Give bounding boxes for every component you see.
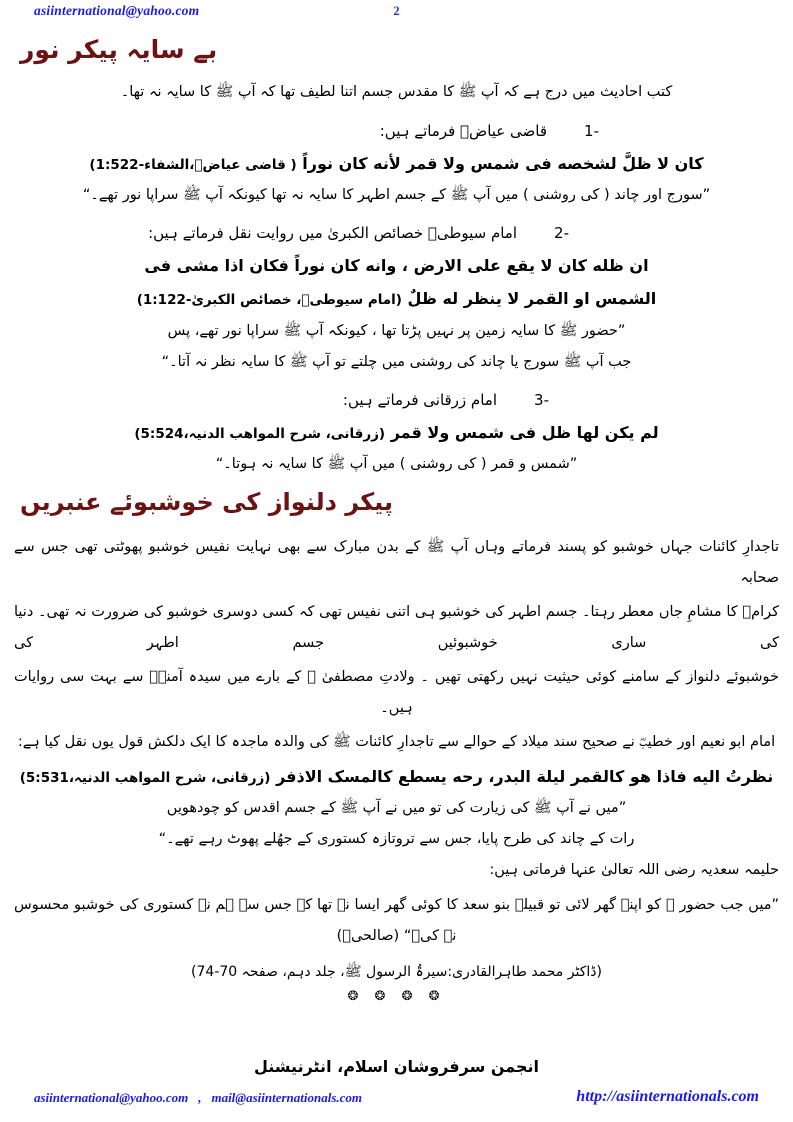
item-3-arabic-text: لم یکن لها ظل فی شمس ولا قمر	[390, 422, 659, 442]
item-2-arabic-line-1: ان ظله کان لا یقع علی الارض ، وانه کان نوراً فکان اذا مشی فی	[144, 256, 649, 276]
numbered-item-3	[14, 385, 779, 415]
item-1-index: 1-	[584, 121, 599, 140]
item-1-arabic-text: کان لا ظلَّ لشخصه فی شمس ولا قمر لأنه کان نوراً	[302, 153, 704, 173]
section1-intro-text: کتب احادیث میں درج ہے کہ آپ ﷺ کا مقدس جسم اتنا لطیف تھا کہ آپ ﷺ کا سایہ نہ تھا۔	[120, 84, 673, 101]
section-heading-khushbu: پیکر دلنواز کی خوشبوئے عنبریں	[20, 487, 393, 516]
item-2-arabic-text-2: الشمس او القمر لا ینظر له ظلٌ	[407, 289, 657, 309]
ornament-divider: ❂ ❂ ❂ ❂	[347, 989, 446, 1005]
section2-paragraph-line-2: کرامؓ کا مشامِ جاں معطر رہتا۔ جسم اطہر کی خوشبو ہی اتنی نفیس تھی کہ کسی دوسری خوشبو کی ضرورت نہ تھی۔ دنیا کی ساری خوشبوئیں جسم اطہر کی	[14, 603, 779, 652]
footer-emails	[34, 1090, 362, 1106]
item-3-translation: ”شمس و قمر ( کی روشنی ) میں آپ ﷺ کا سایہ نہ ہوتا۔“	[215, 455, 578, 472]
item-3-arabic	[14, 417, 779, 448]
section2-arabic	[14, 761, 779, 792]
footer-email-secondary[interactable]: mail@asiinternationals.com	[211, 1090, 363, 1105]
section2-arabic-text: نظرتُ الیه فاذا هو کالقمر لیلة البدر، رحه یسطع کالمسک الاذفر	[276, 767, 774, 787]
section2-translation-line-2: رات کے چاند کی طرح پایا، جس سے تروتازہ کستوری کے جھُلے پھوٹ رہے تھے۔“	[158, 831, 635, 848]
header-email-link[interactable]: asiinternational@yahoo.com	[34, 3, 200, 18]
section2-citation: (زرقانی، شرح المواهب الدنیہ،5:531)	[19, 770, 271, 787]
page-number: 2	[393, 4, 400, 18]
item-1-label: قاضی عیاضؒ فرماتے ہیں:	[379, 121, 547, 140]
item-2-translation-line-2: جب آپ ﷺ سورج یا چاند کی روشنی میں چلتے تو آپ ﷺ کا سایہ نظر نہ آتا۔“	[161, 353, 632, 370]
halima-intro-text: حلیمہ سعدیہ رضی اللہ تعالیٰ عنہا فرماتی ہیں:	[489, 862, 779, 879]
footer-email-separator: ,	[198, 1090, 202, 1105]
numbered-item-1	[14, 116, 779, 146]
item-1-citation: ( قاضی عیاضؒ،الشفاء-1:522)	[89, 156, 297, 173]
page-header	[0, 3, 793, 25]
halima-quote-text: ”میں جب حضور ﷺ کو اپنے گھر لائی تو قبیلہ بنو سعد کا کوئی گھر ایسا نہ تھا کہ جس سے ہم نے کستوری کی خوشبو محسوس نہ کی۔“ (صالحیؒ)	[14, 897, 779, 945]
footer-website-link[interactable]: http://asiinternationals.com	[576, 1088, 759, 1105]
item-2-citation: (امام سیوطیؒ، خصائص الکبریٰ-1:122)	[136, 292, 402, 309]
item-2-arabic-line-2	[14, 283, 779, 314]
item-2-translation-line-1: ”حضور ﷺ کا سایہ زمین پر نہیں پڑتا تھا ، کیونکہ آپ ﷺ سراپا نور تھے، پس	[167, 322, 626, 339]
item-1-translation: ”سورج اور چاند ( کی روشنی ) میں آپ ﷺ کے جسم اطہر کا سایہ نہ تھا کیونکہ آپ ﷺ سراپا نور تھے۔“	[82, 187, 711, 204]
page-footer	[0, 1057, 793, 1112]
footer-email-primary[interactable]: asiinternational@yahoo.com	[34, 1090, 189, 1105]
document-content	[0, 30, 793, 1011]
section2-translation-line-1: ”میں نے آپ ﷺ کی زیارت کی تو میں نے آپ ﷺ کے جسم اقدس کو چودھویں	[166, 800, 627, 817]
numbered-item-2	[14, 218, 779, 248]
organization-name: انجمن سرفروشان اسلام، انٹرنیشنل	[253, 1057, 540, 1076]
section2-paragraph-line-3: خوشبوئے دلنواز کے سامنے کوئی حیثیت نہیں رکھتی تھیں ۔ ولادتِ مصطفیٰ ﷺ کے بارے میں سیدہ آمنہؓ سے بہت سی روایات ہیں۔	[14, 669, 779, 717]
item-1-arabic	[14, 148, 779, 179]
narration-intro-text: امام ابو نعیم اور خطیبؓ نے صحیح سند میلاد کے حوالے سے تاجدارِ کائنات ﷺ کی والدہ ماجدہ کا ایک دلکش قول یوں نقل کیا ہے:	[17, 733, 776, 750]
section-heading-besaya: بے سایہ پیکر نور	[20, 35, 218, 64]
section2-paragraph-line-1: تاجدارِ کائنات جہاں خوشبو کو پسند فرماتے وہاں آپ ﷺ کے بدن مبارک سے بھی نہایت نفیس خوشبو پھوٹتی تھی جس سے صحابہ	[14, 538, 779, 586]
item-3-citation: (زرقانی، شرح المواهب الدنیہ،5:524)	[134, 425, 386, 442]
item-3-index: 3-	[534, 390, 549, 409]
item-2-label: امام سیوطیؒ خصائص الکبریٰ میں روایت نقل فرماتے ہیں:	[148, 224, 517, 243]
item-3-label: امام زرقانی فرماتے ہیں:	[342, 390, 497, 409]
footer-contact-row	[0, 1090, 793, 1112]
item-2-index: 2-	[554, 224, 569, 243]
book-reference-text: (ڈاکٹر محمد طاہرالقادری:سیرۃُ الرسول ﷺ، جلد دہم، صفحہ 70-74)	[191, 963, 602, 980]
